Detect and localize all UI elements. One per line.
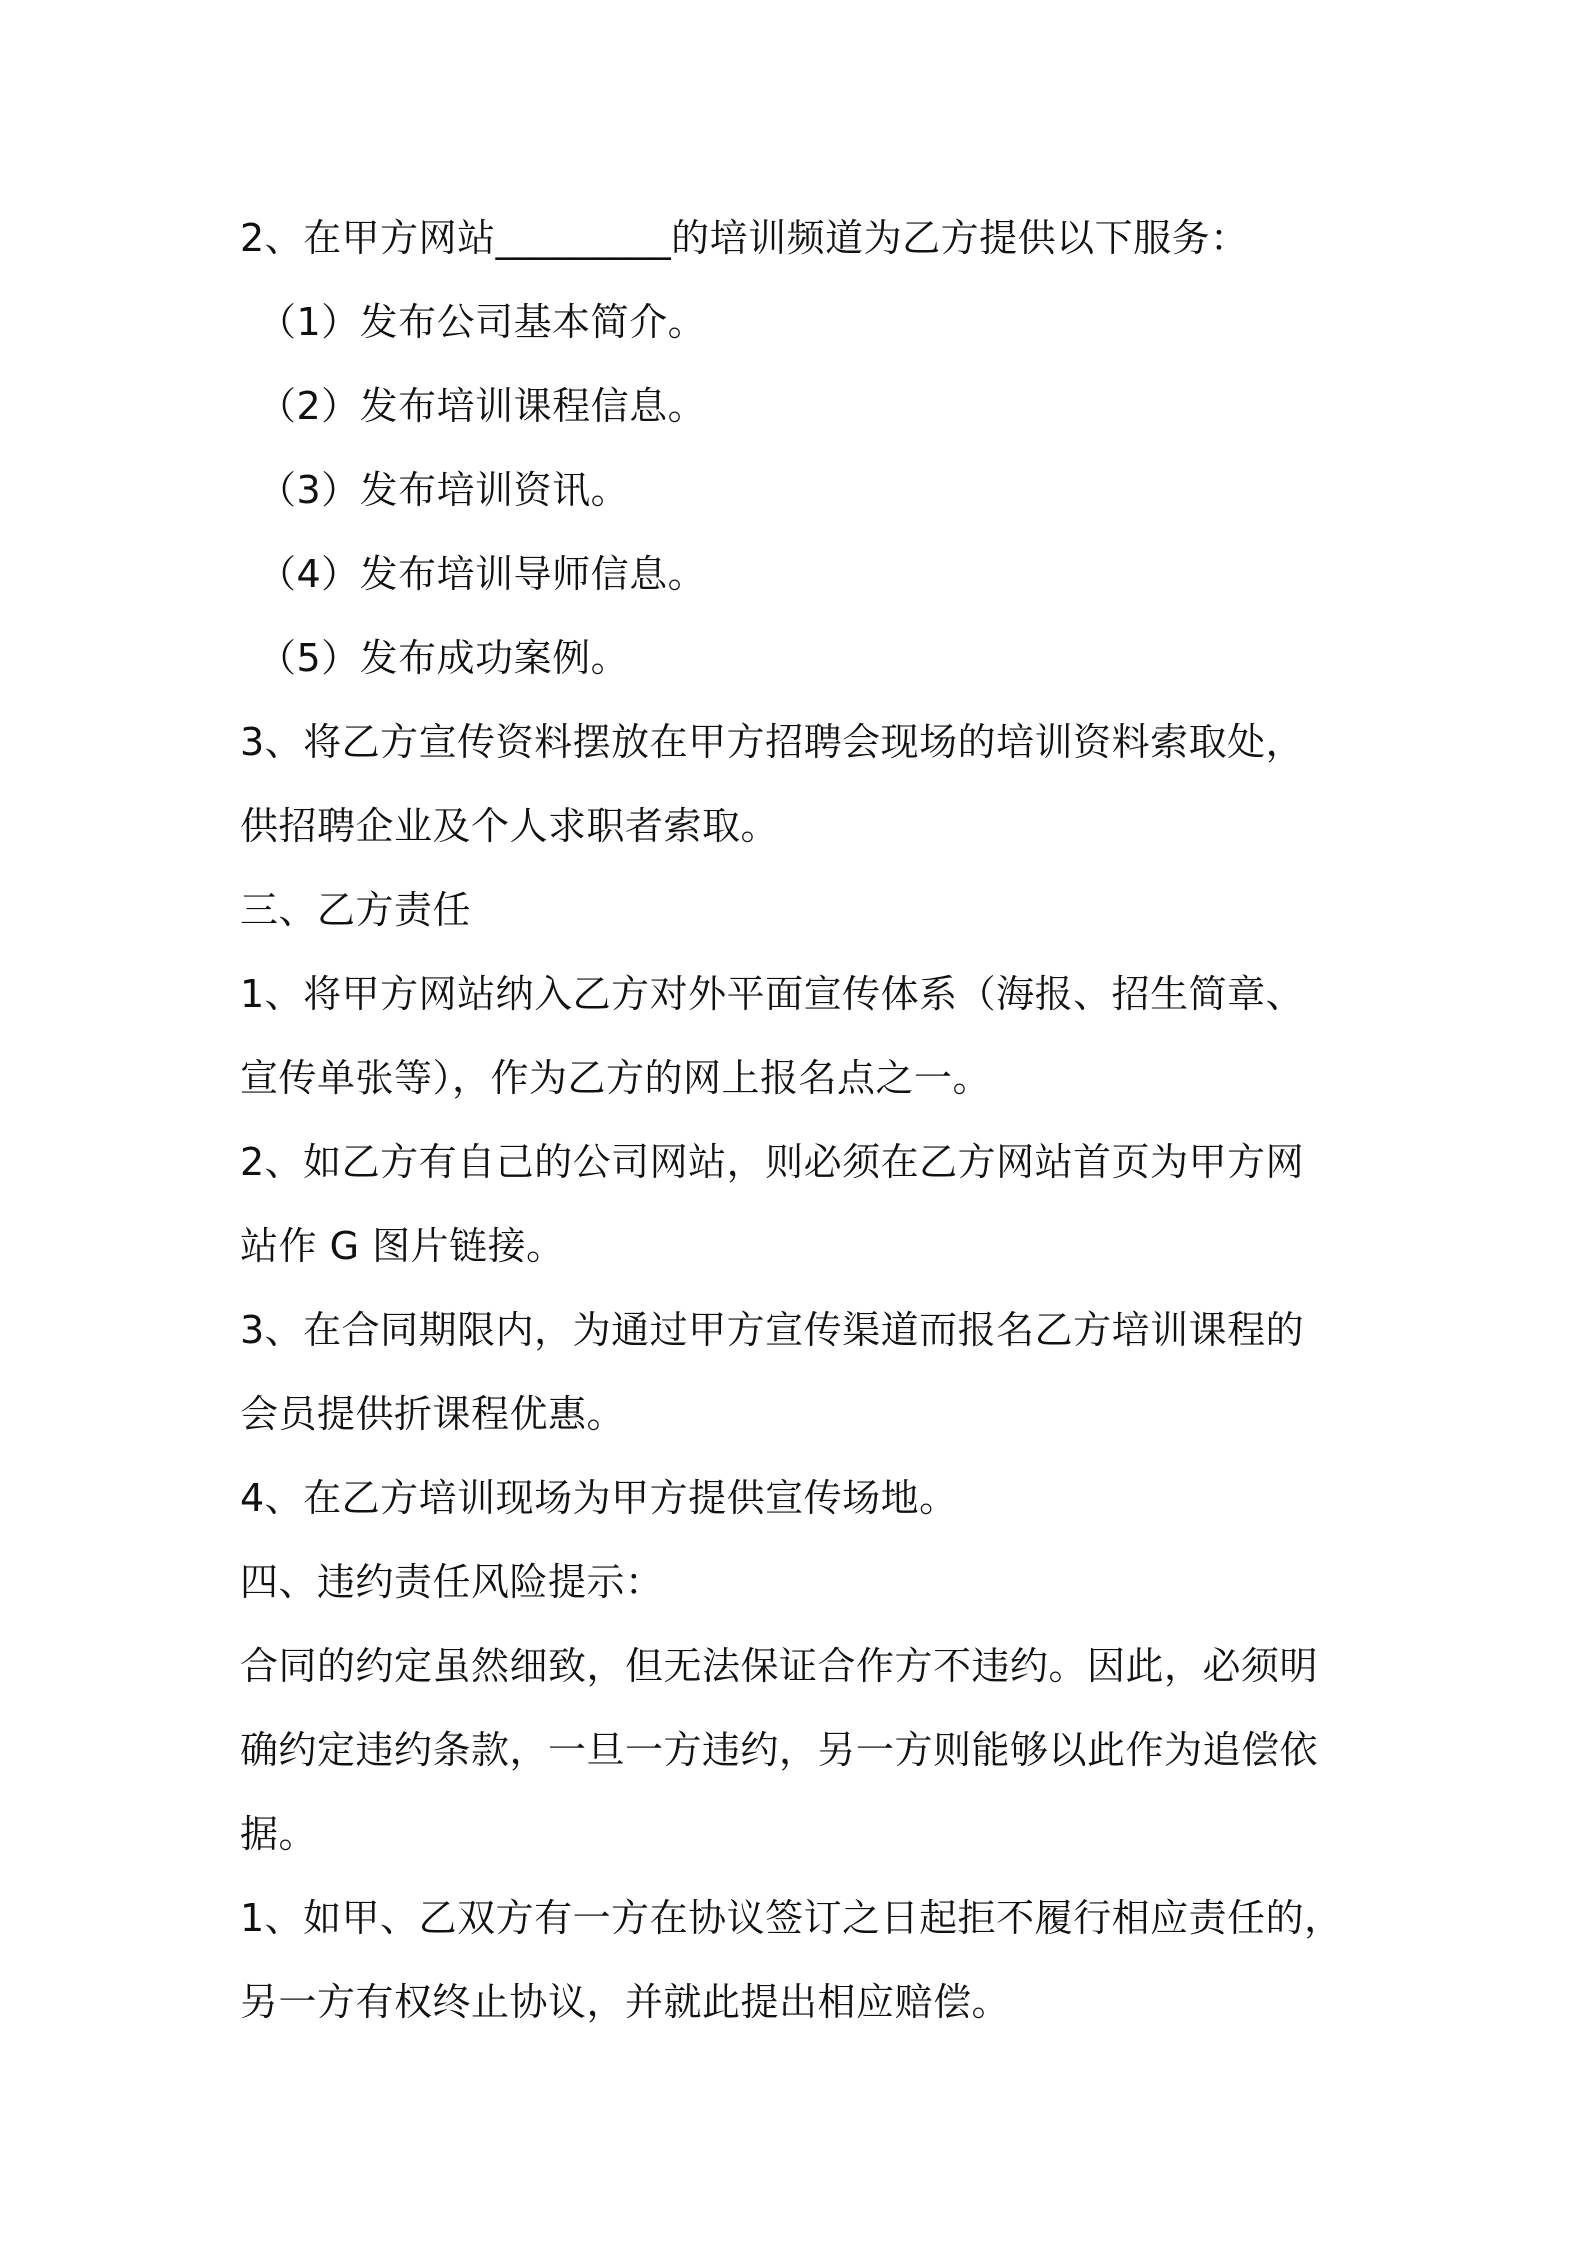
party-b-clause-2-line-1: 2、如乙方有自己的公司网站，则必须在乙方网站首页为甲方网 (240, 1140, 1305, 1184)
clause-3-line-2: 供招聘企业及个人求职者索取。 (240, 804, 780, 848)
service-item-5: （5）发布成功案例。 (258, 636, 630, 680)
party-b-clause-3-line-1: 3、在合同期限内，为通过甲方宣传渠道而报名乙方培训课程的 (240, 1308, 1305, 1352)
risk-note-line-3: 据。 (240, 1812, 318, 1856)
party-b-clause-1-line-2: 宣传单张等），作为乙方的网上报名点之一。 (240, 1056, 992, 1100)
party-b-clause-4: 4、在乙方培训现场为甲方提供宣传场地。 (240, 1476, 958, 1520)
risk-note-line-1: 合同的约定虽然细致，但无法保证合作方不违约。因此，必须明 (240, 1644, 1319, 1688)
breach-clause-1-line-1: 1、如甲、乙双方有一方在协议签订之日起拒不履行相应责任的， (240, 1896, 1343, 1940)
party-b-clause-3-line-2: 会员提供折课程优惠。 (240, 1392, 626, 1436)
party-b-clause-2-line-2: 站作 G 图片链接。 (240, 1224, 565, 1268)
service-item-1: （1）发布公司基本简介。 (258, 300, 707, 344)
party-b-clause-1-line-1: 1、将甲方网站纳入乙方对外平面宣传体系（海报、招生简章、 (240, 972, 1305, 1016)
service-item-4: （4）发布培训导师信息。 (258, 552, 707, 596)
section-3-heading: 三、乙方责任 (240, 888, 472, 932)
service-item-3: （3）发布培训资讯。 (258, 468, 630, 512)
clause-2-website-services: 2、在甲方网站_________的培训频道为乙方提供以下服务： (240, 216, 1249, 260)
clause-3-line-1: 3、将乙方宣传资料摆放在甲方招聘会现场的培训资料索取处， (240, 720, 1305, 764)
risk-note-line-2: 确约定违约条款，一旦一方违约，另一方则能够以此作为追偿依 (240, 1728, 1319, 1772)
service-item-2: （2）发布培训课程信息。 (258, 384, 707, 428)
section-4-heading: 四、违约责任风险提示： (240, 1560, 664, 1604)
document-body (240, 196, 1360, 2044)
breach-clause-1-line-2: 另一方有权终止协议，并就此提出相应赔偿。 (240, 1980, 1011, 2024)
